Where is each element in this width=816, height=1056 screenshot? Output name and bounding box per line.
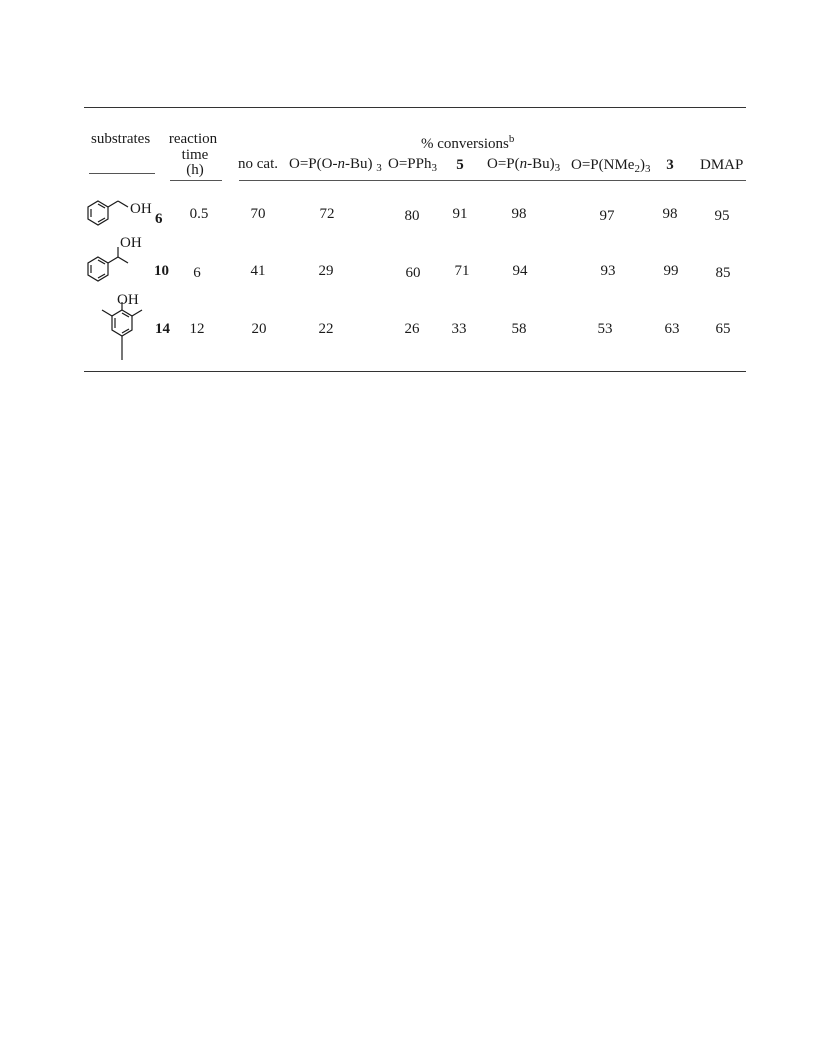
value-cell: 94 — [512, 263, 528, 279]
header-compound-5: 5 — [456, 157, 464, 173]
svg-text:OH: OH — [120, 235, 142, 251]
header-no-cat: no cat. — [238, 156, 278, 172]
value-cell: 58 — [511, 321, 527, 337]
value-cell: 63 — [664, 321, 680, 337]
value-cell: 99 — [663, 263, 679, 279]
compound-label: 6 — [155, 211, 163, 227]
value-cell: 85 — [715, 265, 731, 281]
table-bottom-rule — [84, 371, 746, 372]
value-cell: 93 — [600, 263, 616, 279]
value-cell: 29 — [318, 263, 334, 279]
value-cell: 95 — [714, 208, 730, 224]
header-dmap: DMAP — [700, 157, 744, 173]
header-op-nme2: $O=P(NMe_2)_3$ — [571, 157, 651, 175]
reaction-time: 6 — [193, 265, 201, 281]
header-op-nbu3: $O=P(n-Bu)_3$ — [487, 156, 561, 174]
svg-text:OH: OH — [130, 201, 152, 217]
time-underline — [170, 180, 222, 181]
value-cell: 97 — [599, 208, 615, 224]
value-cell: 65 — [715, 321, 731, 337]
substrates-underline — [89, 173, 155, 174]
value-cell: 33 — [451, 321, 467, 337]
structure-mesitol — [92, 290, 158, 369]
reaction-time: 12 — [189, 321, 205, 337]
header-substrates: substrates — [91, 131, 151, 147]
header-time: time — [181, 147, 209, 163]
value-cell: 71 — [454, 263, 470, 279]
compound-label: 14 — [155, 321, 170, 337]
header-hours: (h) — [186, 162, 204, 178]
structure-1-phenylethanol — [84, 233, 164, 292]
header-compound-3: 3 — [666, 157, 674, 173]
reaction-time: 0.5 — [189, 206, 209, 222]
value-cell: 98 — [662, 206, 678, 222]
compound-label: 10 — [154, 263, 169, 279]
value-cell: 20 — [251, 321, 267, 337]
structure-benzyl-alcohol — [84, 195, 164, 236]
value-cell: 26 — [404, 321, 420, 337]
table-top-rule — [84, 107, 746, 108]
header-conversions: % conversions$^b$ — [421, 133, 515, 152]
value-cell: 53 — [597, 321, 613, 337]
header-op-obu3: O=P(O-n-Bu) $_3$ — [289, 156, 382, 174]
value-cell: 22 — [318, 321, 334, 337]
value-cell: 80 — [404, 208, 420, 224]
conversions-underline — [239, 180, 746, 181]
value-cell: 91 — [452, 206, 468, 222]
value-cell: 70 — [250, 206, 266, 222]
value-cell: 72 — [319, 206, 335, 222]
value-cell: 41 — [250, 263, 266, 279]
header-reaction: reaction — [168, 131, 218, 147]
value-cell: 60 — [405, 265, 421, 281]
value-cell: 98 — [511, 206, 527, 222]
header-op-ph3: O=PPh$_3$ — [388, 156, 437, 174]
svg-text:OH: OH — [117, 292, 139, 308]
